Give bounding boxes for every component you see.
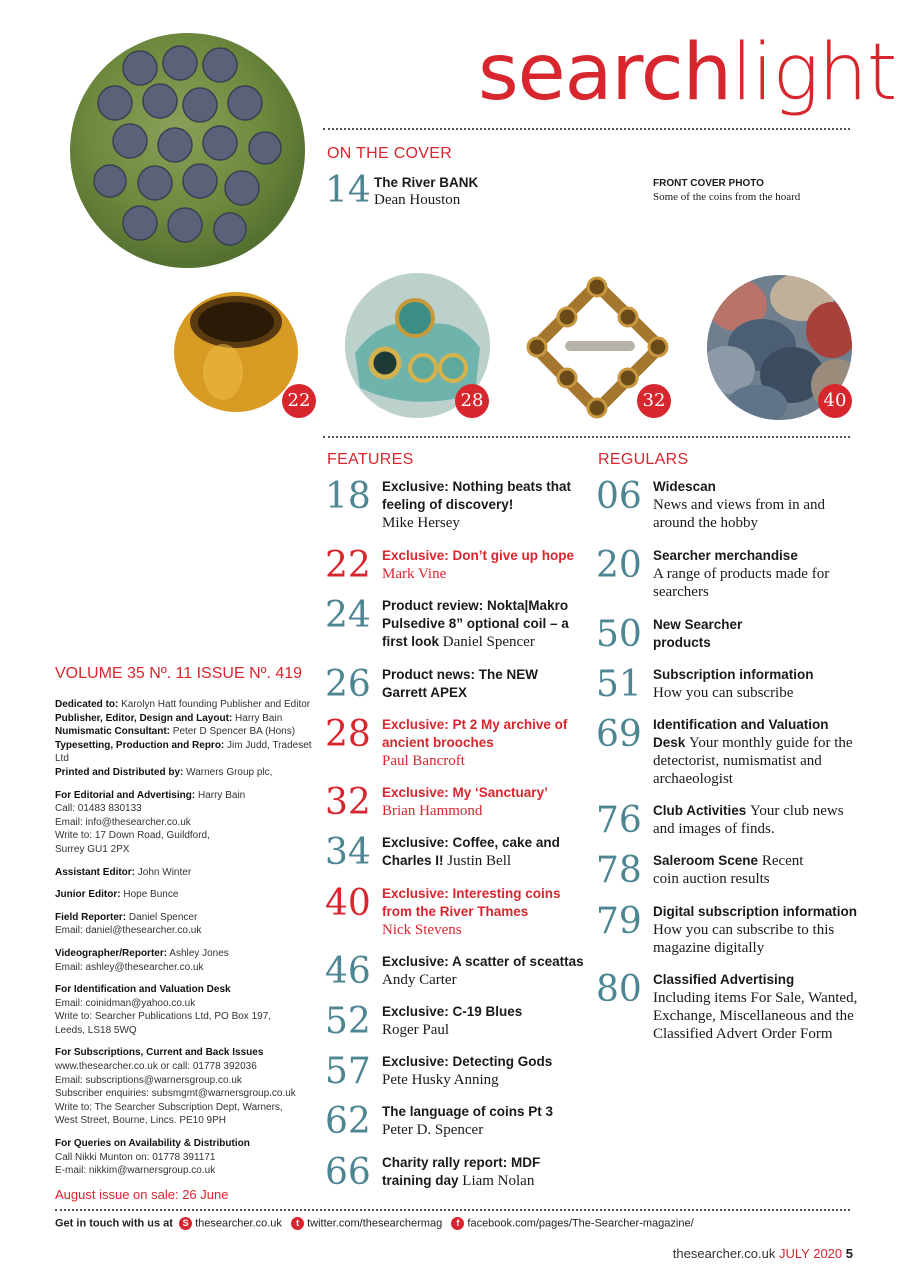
footer-site-link[interactable]: thesearcher.co.uk [195, 1217, 282, 1230]
page-number: 5 [845, 1246, 853, 1261]
divider-bottom [55, 1209, 850, 1211]
regular-title: Digital subscription information [653, 904, 858, 919]
credit-label: For Subscriptions, Current and Back Issues [55, 1047, 264, 1059]
regular-number: 50 [596, 614, 642, 655]
feature-author: Pete Husky Anning [382, 1072, 499, 1088]
feature-author: Paul Bancroft [382, 753, 465, 769]
credit-line[interactable]: Subscriber enquiries: subsmgmt@warnersgroup.co.uk [55, 1088, 296, 1100]
cover-heading: ON THE COVER [327, 145, 453, 162]
regular-title: Classified Advertising [653, 972, 795, 987]
feature-title: Exclusive: A scatter of sceattas [382, 954, 584, 969]
cover-number: 14 [325, 170, 371, 211]
credit-value: Karolyn Hatt founding Publisher and Editor [121, 699, 311, 710]
thumb-badge-2: 28 [455, 384, 489, 418]
credit-line: Call: 01483 830133 [55, 803, 142, 815]
credit-line: Write to: The Searcher Subscription Dept, Warners, [55, 1101, 283, 1113]
feature-number: 28 [325, 714, 371, 755]
credits-block [55, 698, 315, 1178]
regular-title: Searcher merchandise [653, 548, 798, 563]
regular-number: 20 [596, 545, 642, 586]
credit-line: Call Nikki Munton on: 01778 391171 [55, 1151, 216, 1163]
feature-author: Mike Hersey [382, 515, 460, 531]
feature-number: 66 [325, 1152, 371, 1193]
logo-light: light [731, 28, 897, 118]
feature-number: 18 [325, 476, 371, 517]
thumb-badge-1: 22 [282, 384, 316, 418]
footer-page-site: thesearcher.co.uk [672, 1246, 776, 1261]
regular-desc: News and views from in and around the hobby [653, 497, 826, 531]
hoard-photo [70, 33, 305, 268]
feature-author: Mark Vine [382, 566, 447, 582]
credit-line[interactable]: Email: subscriptions@warnersgroup.co.uk [55, 1074, 242, 1086]
feature-title: The language of coins Pt 3 [382, 1104, 554, 1119]
feature-title: Product review: Nokta|Makro Pulsedive 8” optional coil – a first look [382, 598, 569, 649]
logo-main: search [478, 28, 732, 118]
footer-twitter-link[interactable]: twitter.com/thesearchermag [307, 1217, 443, 1230]
regular-number: 51 [596, 664, 642, 705]
credit-label: For Identification and Valuation Desk [55, 984, 231, 996]
feature-number: 62 [325, 1101, 371, 1142]
credit-value: Warners Group plc, [186, 766, 273, 778]
thumb-badge-3: 32 [637, 384, 671, 418]
credit-line: West Street, Bourne, Lincs. PE10 9PH [55, 1115, 227, 1127]
twitter-icon: t [291, 1217, 304, 1230]
feature-author: Roger Paul [382, 1022, 450, 1038]
regular-desc: A range of products made for searchers [653, 566, 830, 600]
credit-value: Ashley Jones [169, 947, 229, 959]
searcher-icon: S [179, 1217, 192, 1230]
regular-title: Saleroom Scene [653, 853, 759, 868]
get-in-touch-label: Get in touch with us at [55, 1217, 173, 1230]
feature-number: 26 [325, 664, 371, 705]
credit-label: Junior Editor: [55, 889, 121, 901]
credit-value: Daniel Spencer [128, 911, 198, 923]
feature-title: Exclusive: My ‘Sanctuary’ [382, 785, 548, 800]
feature-title: Exclusive: Detecting Gods [382, 1054, 553, 1069]
cover-photo-label: FRONT COVER PHOTO [653, 178, 764, 189]
footer-date: JULY 2020 [779, 1246, 843, 1261]
feature-title: Exclusive: Interesting coins from the River Thames [382, 886, 561, 919]
feature-number: 32 [325, 782, 371, 823]
credit-label: Dedicated to: [55, 699, 119, 710]
credit-value: Harry Bain [197, 789, 246, 801]
cover-author: Dean Houston [374, 192, 461, 208]
credit-label: Printed and Distributed by: [55, 766, 184, 778]
feature-number: 22 [325, 545, 371, 586]
divider-mid [323, 436, 850, 438]
credit-label: Field Reporter: [55, 911, 127, 923]
regular-number: 76 [596, 800, 642, 841]
regular-number: 06 [596, 476, 642, 517]
feature-author: Daniel Spencer [442, 634, 535, 650]
regular-title: Identification and Valuation Desk [653, 717, 829, 750]
credit-line[interactable]: Email: coinidman@yahoo.co.uk [55, 997, 196, 1009]
credit-line: Surrey GU1 2PX [55, 843, 130, 855]
features-heading: FEATURES [327, 451, 414, 468]
footer-contact [55, 1217, 694, 1230]
feature-title: Exclusive: Coffee, cake and Charles I! [382, 835, 560, 868]
feature-author: Justin Bell [447, 853, 512, 869]
cover-photo-caption: Some of the coins from the hoard [653, 191, 801, 203]
feature-number: 24 [325, 595, 371, 636]
divider-top [323, 128, 850, 130]
feature-title: Exclusive: Don’t give up hope [382, 548, 575, 563]
regular-desc: How you can subscribe [653, 685, 794, 701]
feature-title: Exclusive: C-19 Blues [382, 1004, 523, 1019]
credit-label: Assistant Editor: [55, 866, 136, 878]
thumb-badge-4: 40 [818, 384, 852, 418]
credit-label: For Editorial and Advertising: [55, 789, 196, 801]
feature-author: Peter D. Spencer [382, 1122, 484, 1138]
feature-title: Exclusive: Pt 2 My archive of ancient brooches [382, 717, 568, 750]
footer-facebook-link[interactable]: facebook.com/pages/The-Searcher-magazine/ [467, 1217, 694, 1230]
regular-number: 69 [596, 714, 642, 755]
credit-line[interactable]: Email: daniel@thesearcher.co.uk [55, 925, 202, 937]
cover-title[interactable]: The River BANK [374, 175, 479, 190]
regular-desc: Including items For Sale, Wanted, Exchange, Miscellaneous and the Classified Advert Order Form [653, 990, 858, 1042]
credit-label: Numismatic Consultant: [55, 726, 171, 738]
credit-line: Write to: 17 Down Road, Guildford, [55, 830, 210, 842]
credit-line: Write to: Searcher Publications Ltd, PO Box 197, [55, 1011, 272, 1023]
on-sale-notice: August issue on sale: 26 June [55, 1187, 229, 1202]
feature-number: 40 [325, 883, 371, 924]
regular-number: 79 [596, 901, 642, 942]
regular-title: Subscription information [653, 667, 814, 682]
feature-title: Charity rally report: MDF training day [382, 1155, 541, 1188]
feature-number: 34 [325, 832, 371, 873]
credit-value: Harry Bain [235, 712, 283, 724]
feature-author: Andy Carter [382, 972, 457, 988]
credit-label: Typesetting, Production and Repro: [55, 739, 225, 751]
regular-desc: How you can subscribe to this magazine digitally [653, 922, 835, 956]
feature-number: 46 [325, 951, 371, 992]
credit-value: Jim Judd, Tradeset Ltd [55, 739, 312, 765]
feature-author: Brian Hammond [382, 803, 483, 819]
coin-hoard-image [70, 33, 305, 268]
credit-label: Publisher, Editor, Design and Layout: [55, 712, 233, 724]
credit-value: Peter D Spencer BA (Hons) [172, 726, 296, 738]
regulars-heading: REGULARS [598, 451, 689, 468]
regular-desc: Your club news and images of finds. [653, 803, 844, 837]
feature-number: 57 [325, 1051, 371, 1092]
facebook-icon: f [451, 1217, 464, 1230]
masthead-logo [478, 28, 896, 118]
feature-title: Product news: The NEW Garrett APEX [382, 667, 539, 700]
regular-title: New Searcher products [653, 617, 743, 650]
feature-number: 52 [325, 1001, 371, 1042]
credit-line[interactable]: www.thesearcher.co.uk or call: 01778 392036 [55, 1061, 257, 1073]
credit-line[interactable]: Email: ashley@thesearcher.co.uk [55, 961, 204, 973]
page-footer [673, 1246, 853, 1261]
regular-title: Widescan [653, 479, 716, 494]
regular-desc: Recent coin auction results [653, 853, 804, 887]
credit-label: For Queries on Availability & Distribution [55, 1138, 250, 1150]
regular-desc: Your monthly guide for the detectorist, numismatist and archaeologist [653, 735, 853, 787]
regular-number: 80 [596, 969, 642, 1010]
credit-line[interactable]: E-mail: nikkim@warnersgroup.co.uk [55, 1165, 216, 1177]
credit-line: Leeds, LS18 5WQ [55, 1024, 137, 1036]
credit-label: Videographer/Reporter: [55, 947, 168, 959]
regular-number: 78 [596, 850, 642, 891]
credit-value: Hope Bunce [123, 889, 179, 901]
volume-line: VOLUME 35 Nº. 11 ISSUE Nº. 419 [55, 665, 303, 682]
feature-author: Nick Stevens [382, 922, 462, 938]
feature-title: Exclusive: Nothing beats that feeling of discovery! [382, 479, 572, 512]
regular-title: Club Activities [653, 803, 747, 818]
credit-value: John Winter [137, 866, 192, 878]
feature-author: Liam Nolan [462, 1173, 535, 1189]
credit-line[interactable]: Email: info@thesearcher.co.uk [55, 816, 191, 828]
